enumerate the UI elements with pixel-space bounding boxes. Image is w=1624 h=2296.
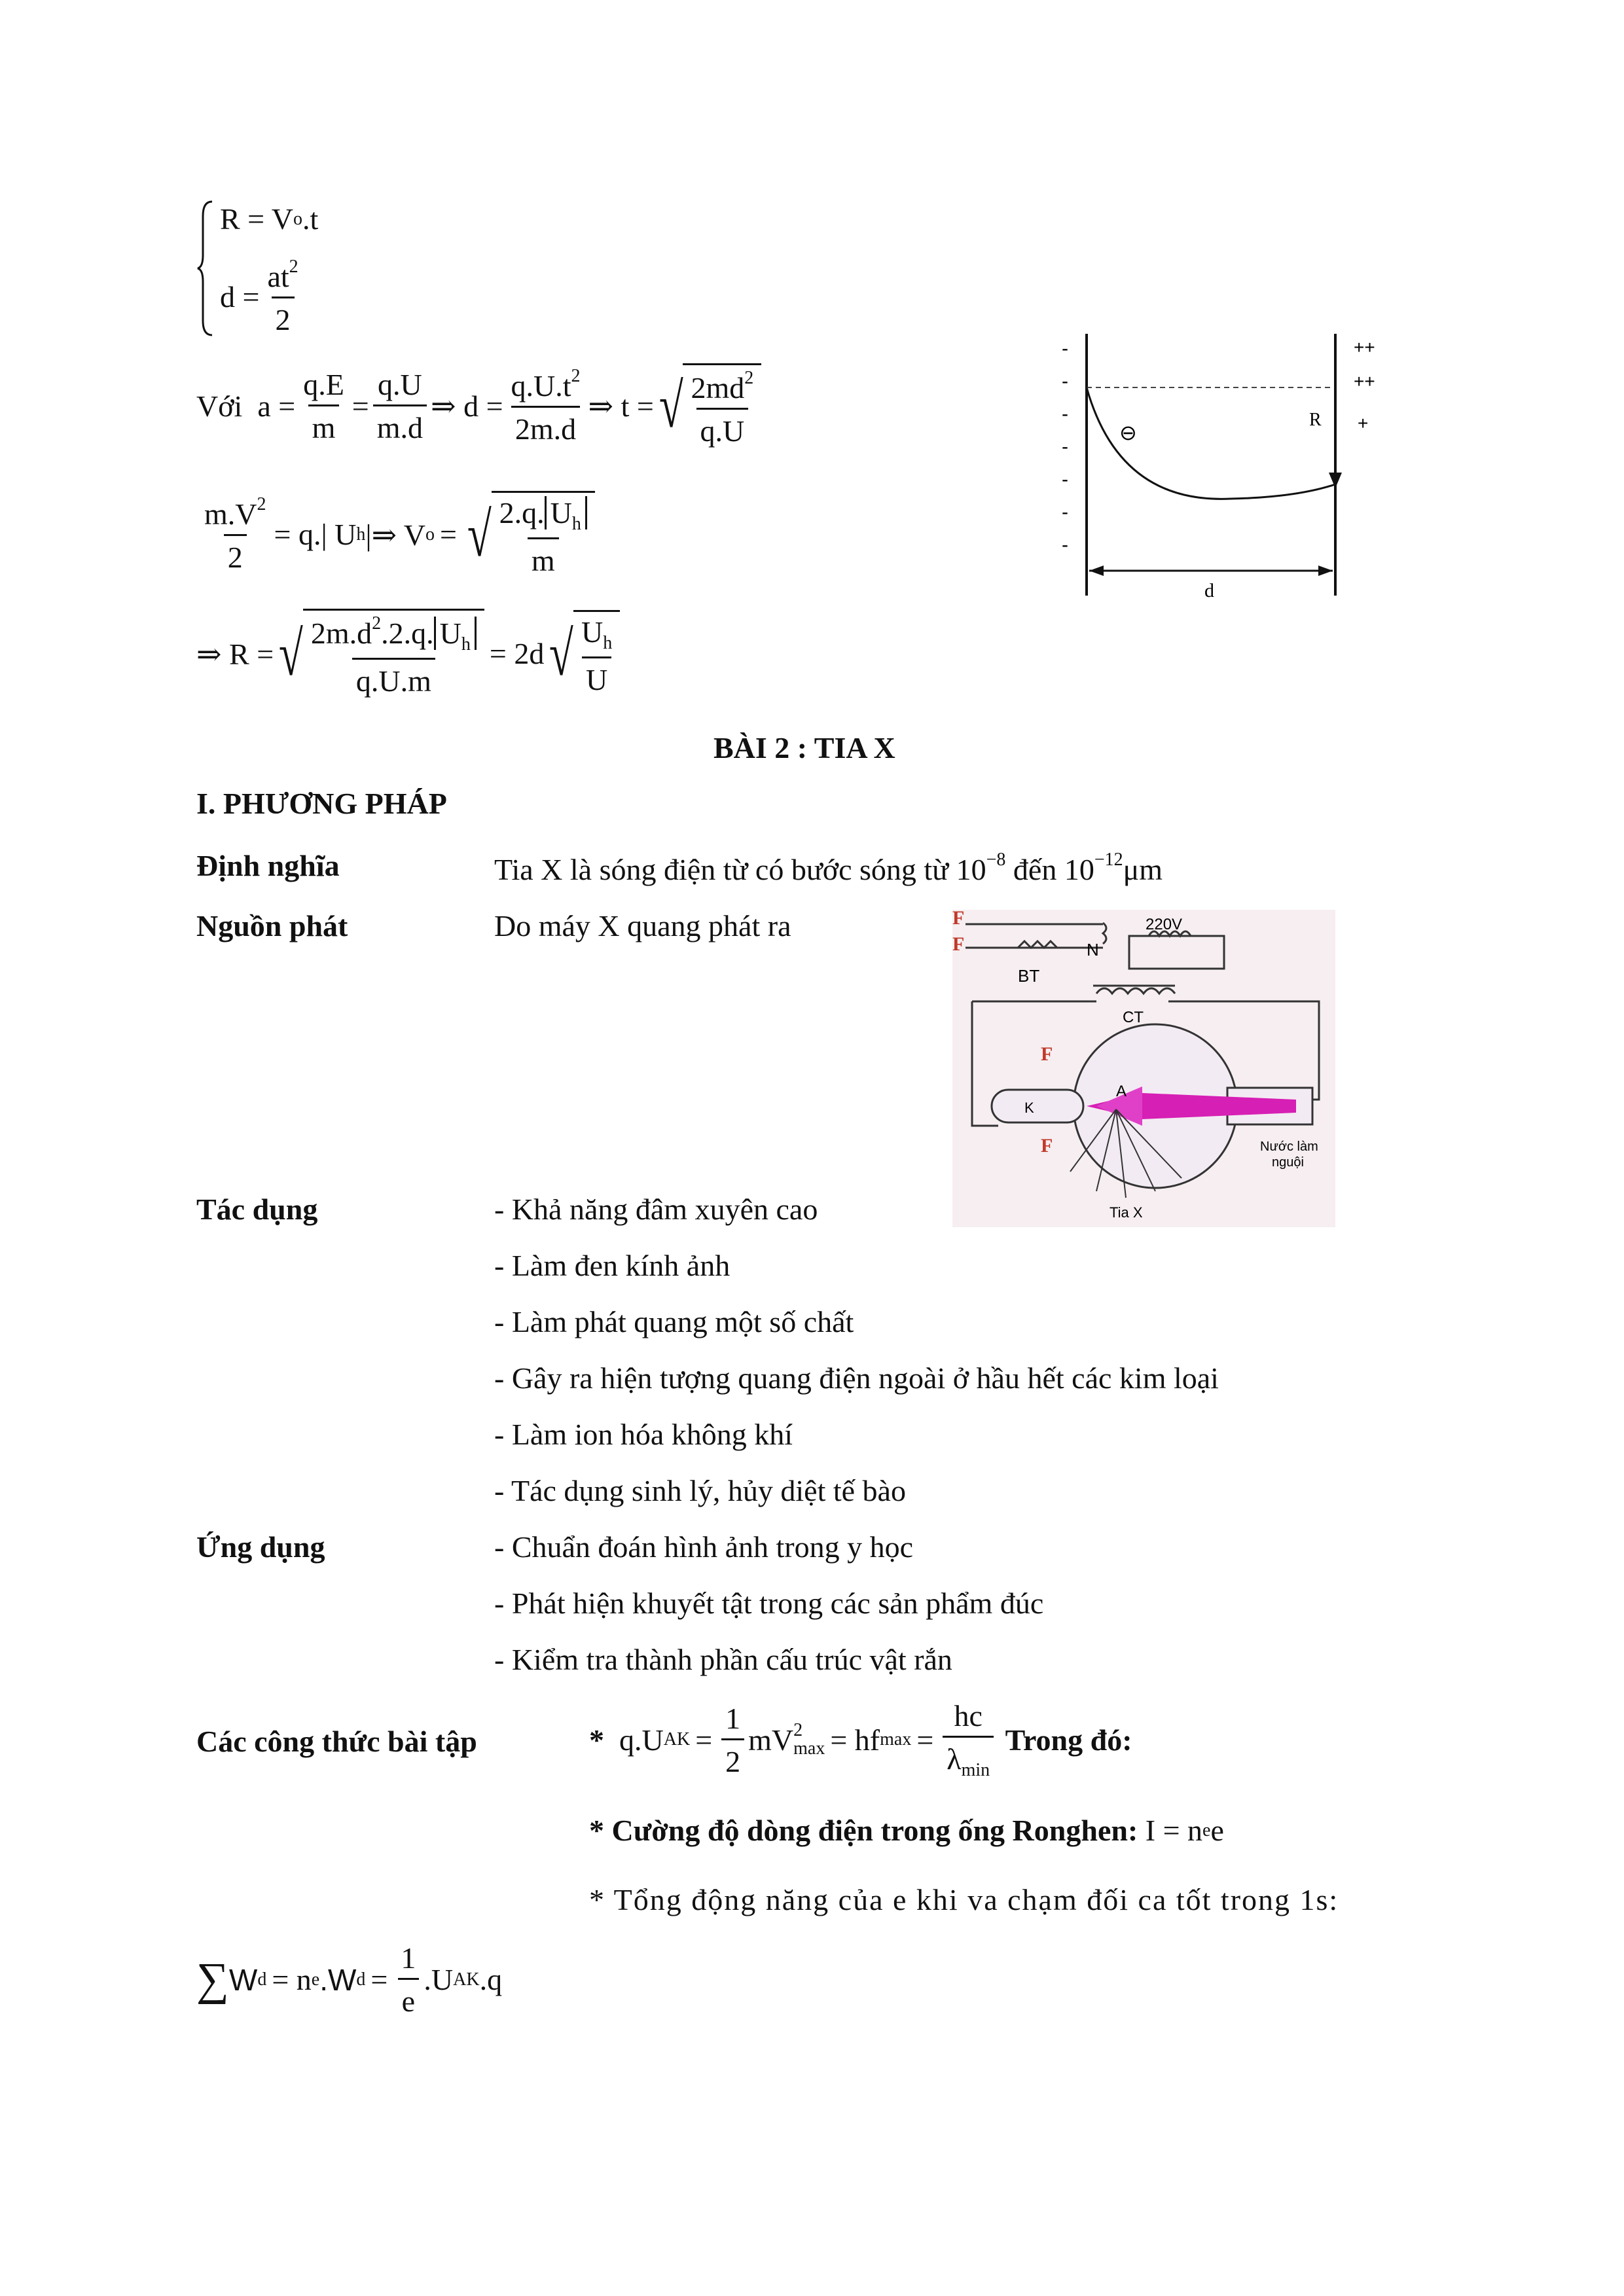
effect-item: - Làm phát quang một số chất: [494, 1305, 854, 1338]
capacitor-diagram: [1047, 327, 1414, 609]
section-title: BÀI 2 : TIA X: [713, 731, 895, 764]
label-rays: Tia X: [1110, 1204, 1143, 1221]
source-text: Do máy X quang phát ra: [494, 909, 791, 942]
width-arrow-left: [1089, 565, 1104, 576]
label-F3: F: [1041, 1043, 1053, 1065]
definition-text: Tia X là sóng điện từ có bước sóng từ $10^{-8}$ đến $10^{-12}\mu m$: [494, 850, 1163, 886]
velocity-formula: $\frac{m.V^2}{2}$ = q.| U h |⇒ V o = √ $\frac{2.q. U_h}{m}$: [196, 491, 595, 578]
plus-mark: +: [1358, 413, 1369, 433]
application-item: - Kiểm tra thành phần cấu trúc vật rắn: [494, 1643, 952, 1676]
effect-item: - Làm đen kính ảnh: [494, 1249, 731, 1282]
label-F2: F: [952, 933, 965, 955]
minus-mark: -: [1062, 501, 1068, 523]
acceleration-formula: Với a = $\frac{q.E}{m}$ = $\frac{q.U}{m.d}$ ⇒ d = $\frac{q.U.t^2}{2m.d}$ ⇒ t = √ $\frac{2md^2}{q.U}$: [196, 363, 761, 448]
plus-mark: ++: [1354, 337, 1375, 357]
method-heading: I. PHƯƠNG PHÁP: [196, 787, 447, 820]
equation-system: [196, 196, 353, 340]
plus-mark: ++: [1354, 371, 1375, 391]
source-label: Nguồn phát: [196, 909, 348, 942]
xray-tube-diagram: [952, 910, 1335, 1227]
label-water-2: nguội: [1272, 1155, 1304, 1170]
label-K: K: [1024, 1100, 1034, 1116]
minus-mark: -: [1062, 534, 1068, 556]
brace-icon: [196, 196, 216, 340]
application-item: - Phát hiện khuyết tật trong các sản phẩm đúc: [494, 1587, 1044, 1620]
effect-item: - Làm ion hóa không khí: [494, 1418, 793, 1451]
effect-item: - Gây ra hiện tượng quang điện ngoài ở hầu hết các kim loại: [494, 1361, 1219, 1395]
definition-label: Định nghĩa: [196, 849, 340, 882]
minus-mark: -: [1062, 338, 1068, 359]
minus-mark: -: [1062, 469, 1068, 490]
total-energy-text: * Tổng động năng của e khi va chạm đối ca tốt trong 1s:: [589, 1883, 1339, 1916]
energy-formula: * q.U AK = $\frac{1}{2}$ mV 2 max = hf max = $\frac{hc}{\lambda_{min}}$ Trong đó:: [589, 1699, 1132, 1780]
cathode-neck: [992, 1090, 1083, 1122]
minus-mark: -: [1062, 370, 1068, 392]
label-BT: BT: [1018, 966, 1040, 986]
electron-icon: ⊖: [1119, 421, 1137, 444]
minus-mark: -: [1062, 436, 1068, 457]
total-energy-formula: ∑ W d = n e .W d = $\frac{1}{e}$ .U AK .q: [196, 1941, 503, 2018]
system-line-1: R = V o .t: [220, 202, 319, 236]
radius-formula: ⇒ R = √ $\frac{2m.d^2.2.q. U_h}{q.U.m}$ = 2d √ $\frac{U_h}{U}$: [196, 609, 620, 698]
effect-item: - Tác dụng sinh lý, hủy diệt tế bào: [494, 1474, 906, 1507]
label-N: N: [1087, 940, 1099, 960]
effects-label: Tác dụng: [196, 1193, 318, 1226]
label-A: A: [1116, 1083, 1127, 1100]
applications-label: Ứng dụng: [196, 1530, 325, 1564]
width-arrow-right: [1318, 565, 1333, 576]
current-formula: * Cường độ dòng điện trong ống Ronghen: I = n e e: [589, 1814, 1224, 1847]
label-d: d: [1204, 580, 1214, 601]
label-220v: 220V: [1146, 916, 1183, 933]
system-line-2: d = $\frac{at^2}{2}$: [220, 257, 298, 336]
label-F1: F: [952, 910, 965, 929]
exercise-label: Các công thức bài tập: [196, 1725, 477, 1758]
label-F4: F: [1041, 1135, 1053, 1157]
minus-mark: -: [1062, 403, 1068, 425]
label-R: R: [1309, 410, 1322, 430]
label-CT: CT: [1123, 1009, 1144, 1026]
effect-item: - Khả năng đâm xuyên cao: [494, 1193, 818, 1226]
application-item: - Chuẩn đoán hình ảnh trong y học: [494, 1530, 914, 1564]
label-water: Nước làm: [1260, 1139, 1318, 1154]
